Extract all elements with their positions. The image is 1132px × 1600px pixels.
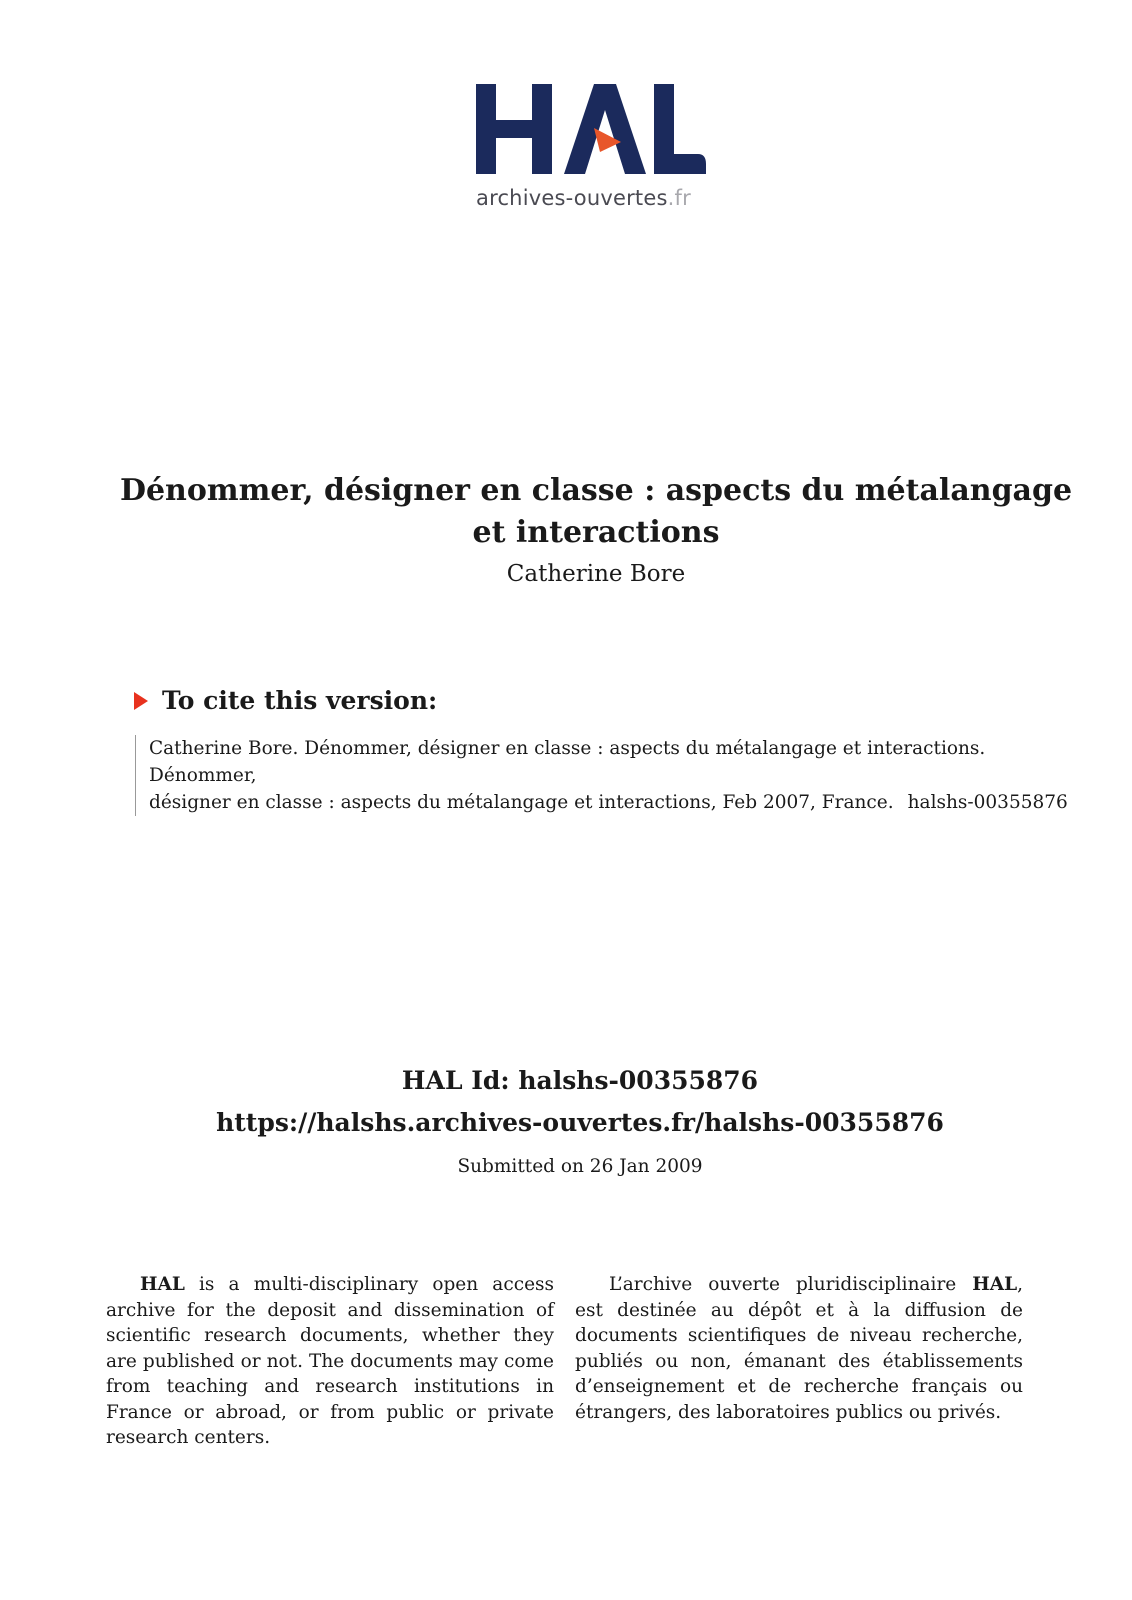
- paper-author: Catherine Bore: [506, 561, 686, 587]
- paper-title: [80, 470, 1112, 554]
- logo-subtitle-main: archives-ouvertes: [476, 186, 668, 210]
- citation-block: [135, 735, 1083, 816]
- submission-date: Submitted on 26 Jan 2009: [457, 1156, 703, 1177]
- citation-line-2-text: désigner en classe : aspects du métalangage et interactions, Feb 2007, France.: [149, 792, 894, 813]
- abstract-french-after: , est destinée au dépôt et à la diffusion de documents scientifiques de niveau recherche, publiés ou non, émanant des établissements d’enseignement et de recherche français ou étrangers, des laboratoires publics ou privés.: [575, 1274, 1023, 1423]
- hal-logo-mark: [476, 84, 706, 180]
- logo-letter-h-bar: [476, 120, 552, 138]
- hal-id: HAL Id: halshs-00355876: [401, 1066, 759, 1095]
- cite-heading: [134, 686, 437, 715]
- logo-subtitle-tld: .fr: [667, 186, 691, 210]
- cite-heading-text: To cite this version:: [162, 686, 438, 715]
- logo-letter-l-foot: [654, 154, 706, 174]
- logo-letter-a: [564, 84, 646, 174]
- hal-url-link[interactable]: https://halshs.archives-ouvertes.fr/halshs-00355876: [216, 1108, 944, 1137]
- abstract-french: [575, 1272, 1023, 1425]
- abstract-english-bold: HAL: [140, 1274, 185, 1295]
- citation-hal-ref: halshs-00355876: [907, 792, 1068, 813]
- abstract-english-paragraph: [106, 1272, 554, 1451]
- abstract-french-bold: HAL: [972, 1274, 1018, 1295]
- hal-logo: [476, 84, 712, 224]
- citation-line-2: [149, 789, 1083, 816]
- abstract-english: [106, 1272, 554, 1451]
- abstract-french-paragraph: [575, 1272, 1023, 1425]
- triangle-bullet-icon: [134, 692, 148, 710]
- logo-subtitle: [476, 186, 691, 210]
- paper-title-line-1: Dénommer, désigner en classe : aspects du métalangage: [119, 473, 1073, 508]
- citation-line-1: Catherine Bore. Dénommer, désigner en classe : aspects du métalangage et interactions. Dénommer,: [149, 738, 986, 786]
- abstract-french-before: L’archive ouverte pluridisciplinaire: [609, 1274, 973, 1295]
- abstract-english-text: is a multi-disciplinary open access archive for the deposit and dissemination of scientific research documents, whether they are published or not. The documents may come from teaching and research institutions in France or abroad, or from public or private research centers.: [106, 1274, 554, 1448]
- paper-title-line-2: et interactions: [472, 515, 720, 550]
